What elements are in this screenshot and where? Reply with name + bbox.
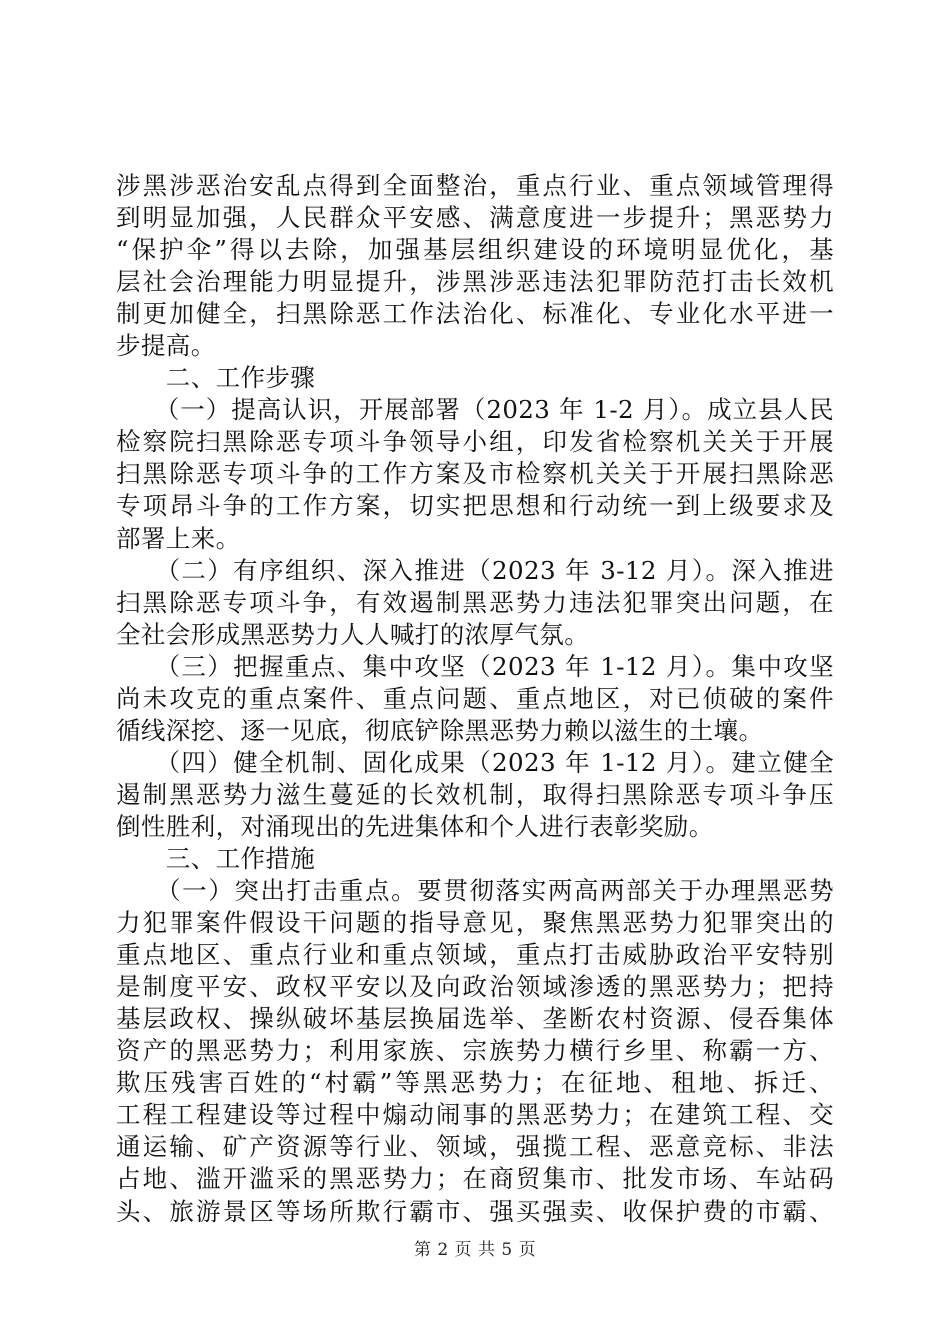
text-line: 制更加健全，扫黑除恶工作法治化、标准化、专业化水平进一 xyxy=(116,299,834,329)
text-line: 倒性胜利，对涌现出的先进集体和个人进行表彰奖励。 xyxy=(116,811,714,841)
text-line: （二）有序组织、深入推进（2023 年 3-12 月）。深入推进 xyxy=(116,555,834,585)
document-body xyxy=(116,170,834,1228)
text-line: 占地、滥开滥采的黑恶势力；在商贸集市、批发市场、车站码 xyxy=(116,1164,834,1194)
text-line: 循线深挖、逐一见底，彻底铲除黑恶势力赖以滋生的土壤。 xyxy=(116,715,764,745)
text-line: （一）突出打击重点。要贯彻落实两高两部关于办理黑恶势 xyxy=(116,876,834,906)
text-line: 全社会形成黑恶势力人人喊打的浓厚气氛。 xyxy=(116,619,590,649)
text-line: 扫黑除恶专项斗争的工作方案及市检察机关关于开展扫黑除恶 xyxy=(116,459,834,489)
text-line: 工程工程建设等过程中煽动闹事的黑恶势力；在建筑工程、交 xyxy=(116,1100,834,1130)
text-line: 专项昂斗争的工作方案，切实把思想和行动统一到上级要求及 xyxy=(116,491,834,521)
text-line: 尚未攻克的重点案件、重点问题、重点地区，对已侦破的案件 xyxy=(116,683,834,713)
text-line: 通运输、矿产资源等行业、领域，强揽工程、恶意竞标、非法 xyxy=(116,1132,834,1162)
text-line: “保护伞”得以去除，加强基层组织建设的环境明显优化，基 xyxy=(116,235,834,265)
text-line: 层社会治理能力明显提升，涉黑涉恶违法犯罪防范打击长效机 xyxy=(116,267,834,297)
text-line: 头、旅游景区等场所欺行霸市、强买强卖、收保护费的市霸、 xyxy=(116,1196,834,1226)
text-line: 重点地区、重点行业和重点领域，重点打击威胁政治平安特别 xyxy=(116,940,834,970)
text-line: 涉黑涉恶治安乱点得到全面整治，重点行业、重点领域管理得 xyxy=(116,171,834,200)
text-line: 检察院扫黑除恶专项斗争领导小组，印发省检察机关关于开展 xyxy=(116,427,834,457)
text-line: 扫黑除恶专项斗争，有效遏制黑恶势力违法犯罪突出问题，在 xyxy=(116,587,834,617)
text-line: （一）提高认识，开展部署（2023 年 1-2 月）。成立县人民 xyxy=(116,395,834,425)
page-footer: 第 2 页 共 5 页 xyxy=(413,1240,537,1260)
text-line: （四）健全机制、固化成果（2023 年 1-12 月）。建立健全 xyxy=(116,747,834,777)
text-line: 是制度平安、政权平安以及向政治领域渗透的黑恶势力；把持 xyxy=(116,972,834,1002)
text-line: 资产的黑恶势力；利用家族、宗族势力横行乡里、称霸一方、 xyxy=(116,1036,834,1066)
section-heading: 二、工作步骤 xyxy=(116,363,316,393)
section-heading: 三、工作措施 xyxy=(116,843,316,873)
text-line: 步提高。 xyxy=(116,331,216,361)
text-line: （三）把握重点、集中攻坚（2023 年 1-12 月）。集中攻坚 xyxy=(116,651,834,681)
text-line: 遏制黑恶势力滋生蔓延的长效机制，取得扫黑除恶专项斗争压 xyxy=(116,779,834,809)
text-line: 到明显加强，人民群众平安感、满意度进一步提升；黑恶势力 xyxy=(116,203,834,233)
text-line: 力犯罪案件假设干问题的指导意见，聚焦黑恶势力犯罪突出的 xyxy=(116,908,834,938)
text-line: 部署上来。 xyxy=(116,523,241,553)
text-line: 欺压残害百姓的“村霸”等黑恶势力；在征地、租地、拆迁、 xyxy=(116,1068,834,1098)
text-line: 基层政权、操纵破坏基层换届选举、垄断农村资源、侵吞集体 xyxy=(116,1004,834,1034)
